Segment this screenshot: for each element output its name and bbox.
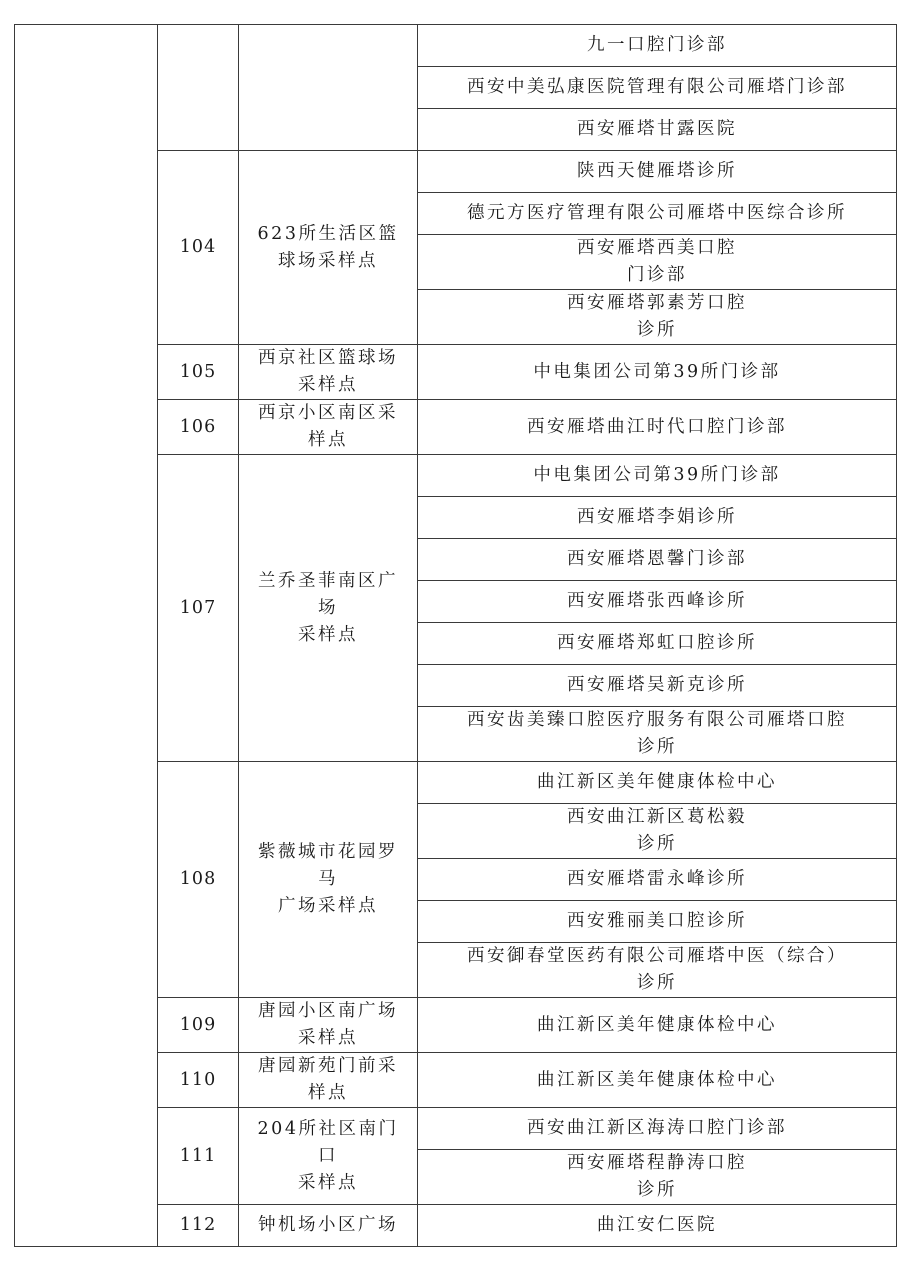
sampling-site: 钟机场小区广场: [239, 1205, 418, 1247]
sampling-site: 西京社区篮球场 采样点: [239, 345, 418, 400]
clinic-name: 西安雁塔雷永峰诊所: [418, 859, 897, 901]
clinic-name: 中电集团公司第39所门诊部: [418, 455, 897, 497]
clinic-name: 陕西天健雁塔诊所: [418, 151, 897, 193]
row-number: 105: [158, 345, 239, 400]
clinic-name: 曲江新区美年健康体检中心: [418, 762, 897, 804]
clinic-name: 曲江安仁医院: [418, 1205, 897, 1247]
row-number: 107: [158, 455, 239, 762]
row-number: 108: [158, 762, 239, 998]
row-number: 111: [158, 1108, 239, 1205]
clinic-name: 西安雁塔程静涛口腔 诊所: [418, 1150, 897, 1205]
row-number: 112: [158, 1205, 239, 1247]
row-number: 109: [158, 998, 239, 1053]
clinic-name: 曲江新区美年健康体检中心: [418, 1053, 897, 1108]
clinic-name: 中电集团公司第39所门诊部: [418, 345, 897, 400]
row-number: 110: [158, 1053, 239, 1108]
sampling-sites-table: [14, 24, 897, 1247]
clinic-name: 西安雁塔恩馨门诊部: [418, 539, 897, 581]
row-number: 104: [158, 151, 239, 345]
clinic-name: 西安雁塔曲江时代口腔门诊部: [418, 400, 897, 455]
clinic-name: 西安雅丽美口腔诊所: [418, 901, 897, 943]
row-number: [158, 25, 239, 151]
clinic-name: 西安曲江新区葛松毅 诊所: [418, 804, 897, 859]
sampling-site: 623所生活区篮 球场采样点: [239, 151, 418, 345]
clinic-name: 曲江新区美年健康体检中心: [418, 998, 897, 1053]
clinic-name: 西安雁塔甘露医院: [418, 109, 897, 151]
sampling-site: 兰乔圣菲南区广 场 采样点: [239, 455, 418, 762]
row-number: 106: [158, 400, 239, 455]
sampling-site: 唐园小区南广场 采样点: [239, 998, 418, 1053]
clinic-name: 西安雁塔张西峰诊所: [418, 581, 897, 623]
sampling-site: 204所社区南门 口 采样点: [239, 1108, 418, 1205]
clinic-name: 西安中美弘康医院管理有限公司雁塔门诊部: [418, 67, 897, 109]
clinic-name: 西安曲江新区海涛口腔门诊部: [418, 1108, 897, 1150]
sampling-site: [239, 25, 418, 151]
clinic-name: 西安雁塔西美口腔 门诊部: [418, 235, 897, 290]
clinic-name: 九一口腔门诊部: [418, 25, 897, 67]
clinic-name: 西安齿美臻口腔医疗服务有限公司雁塔口腔 诊所: [418, 707, 897, 762]
district-cell: [15, 25, 158, 1247]
clinic-name: 西安雁塔郭素芳口腔 诊所: [418, 290, 897, 345]
clinic-name: 西安雁塔吴新克诊所: [418, 665, 897, 707]
clinic-name: 德元方医疗管理有限公司雁塔中医综合诊所: [418, 193, 897, 235]
clinic-name: 西安雁塔郑虹口腔诊所: [418, 623, 897, 665]
sampling-site: 唐园新苑门前采 样点: [239, 1053, 418, 1108]
clinic-name: 西安御春堂医药有限公司雁塔中医（综合） 诊所: [418, 943, 897, 998]
table-row: [15, 25, 897, 67]
sampling-site: 西京小区南区采 样点: [239, 400, 418, 455]
clinic-name: 西安雁塔李娟诊所: [418, 497, 897, 539]
sampling-site: 紫薇城市花园罗 马 广场采样点: [239, 762, 418, 998]
